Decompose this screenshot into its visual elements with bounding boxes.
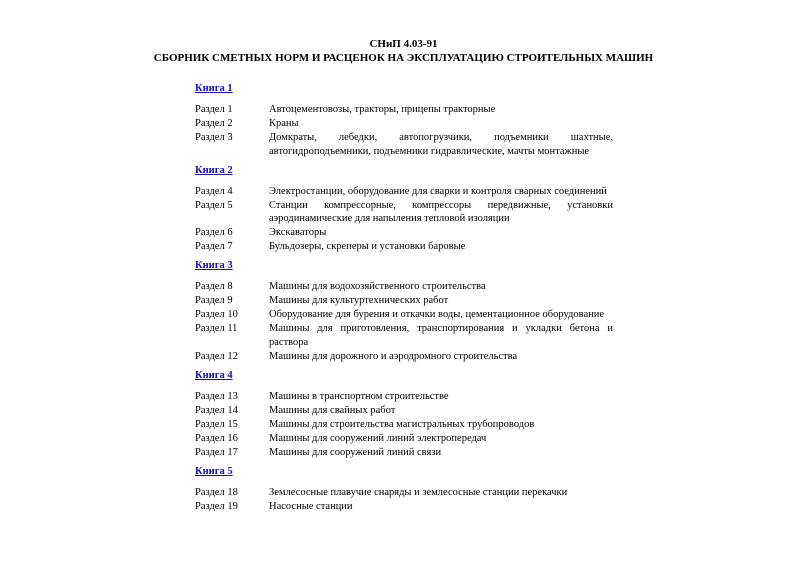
toc-row	[195, 500, 613, 514]
toc-row	[195, 418, 613, 432]
toc-row	[195, 131, 613, 158]
section-title: Машины для водохозяйственного строительства	[269, 281, 486, 293]
toc-row	[195, 226, 613, 240]
toc-row	[195, 308, 613, 322]
book-5	[195, 465, 613, 486]
section-title: Электростанции, оборудование для сварки и контроля сварных соединений	[269, 185, 607, 197]
toc-row	[195, 240, 613, 254]
section-label: Раздел 19	[195, 500, 238, 512]
toc-row	[195, 390, 613, 404]
section-title: Краны	[269, 117, 299, 129]
toc-row	[195, 294, 613, 308]
section-title: Машины для сооружений линий связи	[269, 446, 442, 458]
section-title: Автоцементовозы, тракторы, прицепы тракторные	[269, 104, 496, 115]
toc-row	[195, 446, 613, 460]
document-code: СНиП 4.03-91	[369, 38, 438, 50]
section-label: Раздел 2	[195, 117, 233, 129]
section-label: Раздел 12	[195, 350, 238, 362]
toc-row	[195, 486, 613, 500]
section-label: Раздел 15	[195, 418, 238, 430]
section-title: Машины для строительства магистральных трубопроводов	[269, 418, 535, 430]
section-label: Раздел 8	[195, 281, 233, 293]
toc-row	[195, 280, 613, 294]
toc-row	[195, 404, 613, 418]
section-label: Раздел 13	[195, 390, 238, 402]
section-title: Оборудование для бурения и откачки воды, цементационное оборудование	[269, 309, 605, 321]
section-label: Раздел 6	[195, 227, 233, 239]
section-title: Насосные станции	[269, 500, 353, 512]
toc-row	[195, 185, 613, 199]
book-3-link[interactable]: Книга 3	[195, 260, 233, 272]
book-2-link[interactable]: Книга 2	[195, 164, 233, 176]
toc-row	[195, 103, 613, 117]
section-label: Раздел 9	[195, 295, 233, 307]
section-title: Машины для приготовления, транспортирования и укладки бетона и раствора	[269, 323, 613, 348]
toc-row	[195, 350, 613, 364]
toc-row	[195, 117, 613, 131]
section-label: Раздел 1	[195, 104, 233, 115]
book-2	[195, 164, 613, 185]
section-title: Машины для сооружений линий электропередач	[269, 432, 487, 444]
book-5-link[interactable]: Книга 5	[195, 465, 233, 477]
book-4	[195, 369, 613, 390]
section-title: Машины для свайных работ	[269, 404, 396, 416]
section-label: Раздел 10	[195, 309, 238, 321]
document-title: СБОРНИК СМЕТНЫХ НОРМ И РАСЦЕНОК НА ЭКСПЛУАТАЦИЮ СТРОИТЕЛЬНЫХ МАШИН	[153, 52, 654, 64]
table-of-contents	[195, 82, 613, 513]
section-label: Раздел 16	[195, 432, 238, 444]
section-title: Бульдозеры, скреперы и установки баровые	[269, 241, 466, 253]
section-label: Раздел 4	[195, 185, 233, 197]
section-label: Раздел 5	[195, 199, 233, 211]
section-title: Машины в транспортном строительстве	[269, 390, 449, 402]
toc-row	[195, 199, 613, 226]
section-label: Раздел 18	[195, 486, 238, 498]
section-title: Станции компрессорные, компрессоры передвижные, установки аэродинамические для напыления тепловой изоляции	[269, 199, 613, 225]
toc-row	[195, 432, 613, 446]
section-label: Раздел 11	[195, 323, 238, 335]
book-4-link[interactable]: Книга 4	[195, 369, 233, 381]
book-3	[195, 259, 613, 280]
section-label: Раздел 17	[195, 446, 238, 458]
book-1-link[interactable]: Книга 1	[195, 83, 233, 94]
book-1	[195, 82, 613, 103]
section-title: Домкраты, лебедки, автопогрузчики, подъемники шахтные, автогидроподъемники, подъемники гидравлические, мачты монтажные	[269, 131, 613, 157]
section-title: Машины для дорожного и аэродромного строительства	[269, 350, 518, 362]
section-label: Раздел 7	[195, 241, 233, 253]
section-label: Раздел 14	[195, 404, 238, 416]
toc-row	[195, 322, 613, 349]
section-label: Раздел 3	[195, 131, 233, 143]
section-title: Экскаваторы	[269, 227, 327, 239]
section-title: Землесосные плавучие снаряды и землесосные станции перекачки	[269, 486, 568, 498]
section-title: Машины для культуртехнических работ	[269, 295, 449, 307]
